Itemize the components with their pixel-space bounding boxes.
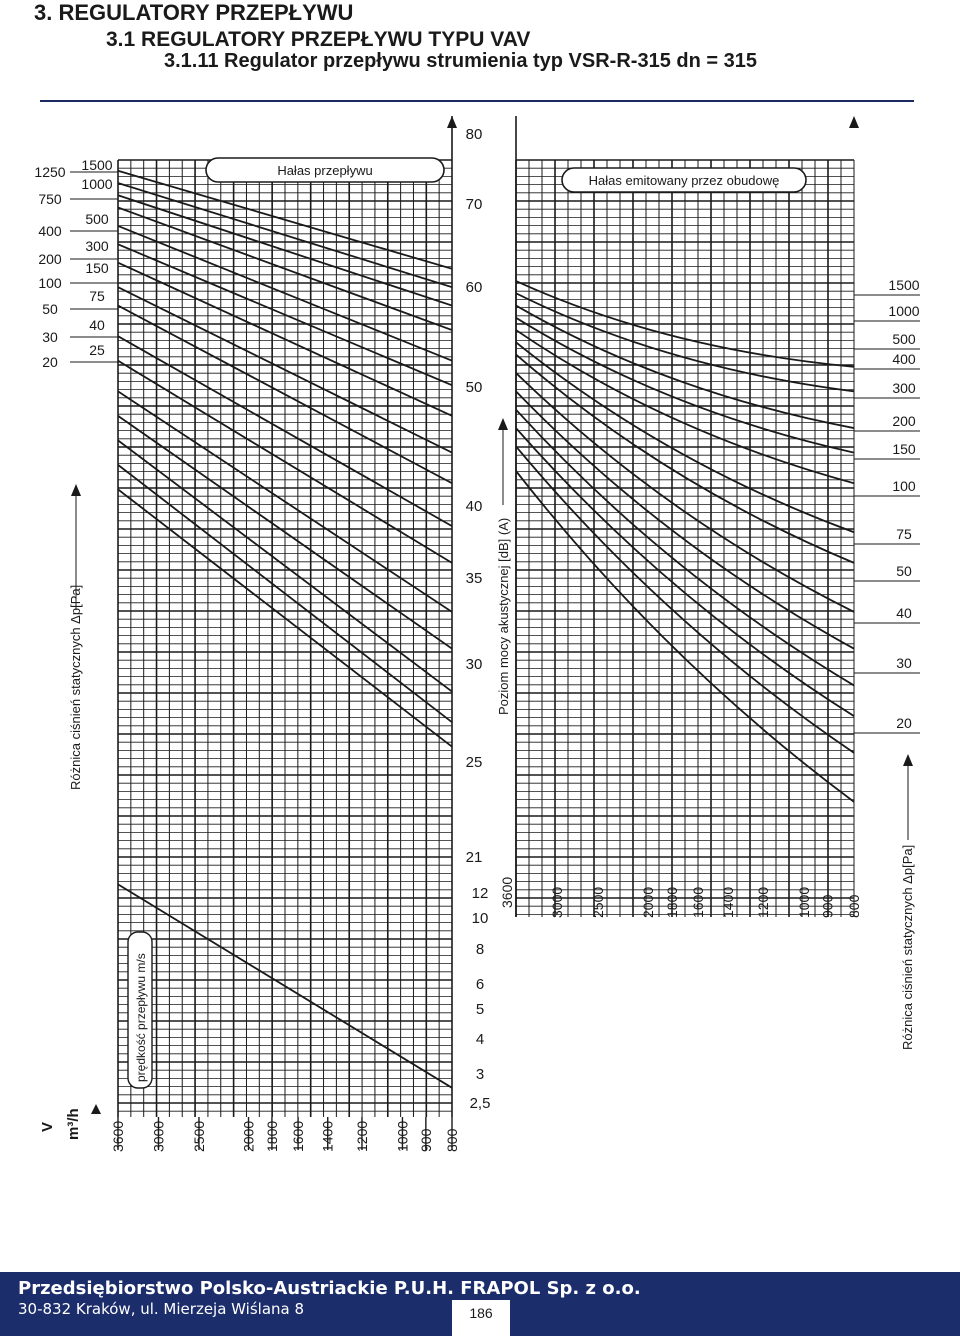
db-axis-arrow — [447, 116, 457, 128]
db-tick-label: 80 — [465, 126, 483, 143]
x-tick-left: 800 — [444, 1128, 460, 1152]
page-title: 3.1.11 Regulator przepływu strumienia typ VSR-R-315 dn = 315 — [164, 50, 757, 72]
x-tick-right: 2000 — [640, 886, 657, 918]
db-axis-label-arrowhead — [498, 418, 508, 430]
pressure-tick-inner: 25 — [89, 342, 105, 358]
casing-noise-box-label: Hałas emitowany przez obudowę — [588, 173, 780, 188]
pressure-tick-inner: 1500 — [81, 157, 113, 173]
right-pressure-tick: 20 — [896, 715, 912, 731]
left-pressure-axis-label: Różnica ciśnień statycznych Δp[Pa] — [68, 584, 83, 790]
right-pressure-tick: 500 — [892, 331, 916, 347]
velocity-tick-label: 8 — [475, 941, 485, 958]
pressure-tick-inner: 75 — [89, 288, 105, 304]
pressure-tick-inner: 300 — [85, 238, 109, 254]
right-pressure-tick: 30 — [896, 655, 912, 671]
right-pressure-tick: 150 — [892, 441, 916, 457]
x-tick-left: 1200 — [353, 1120, 370, 1152]
x-tick-left: 2000 — [240, 1120, 257, 1152]
velocity-tick-label: 4 — [475, 1031, 485, 1048]
right-pressure-tick: 1500 — [888, 277, 920, 293]
series-lines — [118, 171, 854, 1088]
db-tick-label: 40 — [465, 498, 483, 515]
right-pressure-tick: 100 — [892, 478, 916, 494]
x-axis-symbol: V — [39, 1121, 56, 1132]
right-pressure-tick: 300 — [892, 380, 916, 396]
page-number: 186 — [469, 1305, 493, 1321]
pressure-tick-outer: 750 — [38, 191, 62, 207]
velocity-tick-label: 12 — [471, 885, 489, 902]
x-tick-right: 1200 — [754, 886, 771, 918]
x-tick-right: 1800 — [663, 886, 680, 918]
axis-labels — [34, 126, 920, 1152]
right-pressure-tick: 50 — [896, 563, 912, 579]
pressure-tick-inner: 1000 — [81, 176, 113, 192]
pressure-tick-outer: 1250 — [34, 164, 66, 180]
db-tick-label: 35 — [465, 570, 483, 587]
right-pressure-tick: 200 — [892, 413, 916, 429]
x-tick-left: 1000 — [394, 1120, 411, 1152]
pressure-tick-outer: 400 — [38, 223, 62, 239]
db-tick-label: 60 — [465, 279, 483, 296]
x-tick-left: 2500 — [190, 1120, 207, 1152]
pressure-tick-outer: 30 — [42, 329, 58, 345]
right-pressure-axis-label: Różnica ciśnień statycznych Δp[Pa] — [900, 844, 915, 1050]
db-tick-label: 21 — [465, 849, 483, 866]
x-tick-right: 1600 — [690, 886, 707, 918]
velocity-tick-label: 5 — [475, 1001, 485, 1018]
right-pressure-axis-arrowhead — [903, 754, 913, 766]
footer-address: 30-832 Kraków, ul. Mierzeja Wiślana 8 — [18, 1300, 305, 1318]
subsection-title: 3.1 REGULATORY PRZEPŁYWU TYPU VAV — [106, 28, 531, 51]
x-tick-left: 1800 — [263, 1120, 280, 1152]
left-pressure-axis-arrowhead — [71, 484, 81, 496]
right-pressure-tick: 40 — [896, 605, 912, 621]
x-tick-left: 3000 — [150, 1120, 167, 1152]
x-tick-right: 1000 — [795, 886, 812, 918]
x-axis-arrowhead — [91, 1104, 101, 1114]
db-tick-label: 30 — [465, 656, 483, 673]
velocity-tick-label: 10 — [471, 910, 489, 927]
x-axis-unit: m³/h — [65, 1108, 82, 1140]
db-tick-label: 50 — [465, 379, 483, 396]
velocity-tick-label: 6 — [475, 976, 485, 993]
right-pressure-tick: 75 — [896, 526, 912, 542]
right-pressure-tick: 400 — [892, 351, 916, 367]
x-tick-right: 800 — [846, 894, 862, 918]
x-tick-left: 1400 — [319, 1120, 336, 1152]
x-tick-left: 900 — [417, 1128, 434, 1152]
velocity-tick-label: 2,5 — [469, 1095, 491, 1112]
pressure-tick-inner: 500 — [85, 211, 109, 227]
right-axis-arrow — [849, 116, 859, 128]
pressure-tick-inner: 40 — [89, 317, 105, 333]
db-tick-label: 70 — [465, 196, 483, 213]
x-tick-left: 3600 — [110, 1120, 126, 1152]
x-tick-right: 2500 — [589, 886, 606, 918]
pressure-tick-inner: 150 — [85, 260, 109, 276]
pressure-tick-outer: 100 — [38, 275, 62, 291]
db-tick-label: 25 — [465, 754, 483, 771]
x-tick-right: 1400 — [720, 886, 737, 918]
right-pressure-tick: 1000 — [888, 303, 920, 319]
x-tick-left: 1600 — [290, 1120, 307, 1152]
footer-company: Przedsiębiorstwo Polsko-Austriackie P.U.H. FRAPOL Sp. z o.o. — [18, 1278, 641, 1299]
db-axis-label: Poziom mocy akustycznej [dB] (A) — [496, 517, 511, 715]
pressure-tick-outer: 50 — [42, 301, 58, 317]
x-tick-right: 900 — [819, 894, 836, 918]
pressure-tick-outer: 200 — [38, 251, 62, 267]
flow-noise-box-label: Hałas przepływu — [277, 163, 373, 178]
velocity-axis-label: prędkość przepływu m/s — [134, 953, 148, 1082]
pressure-tick-outer: 20 — [42, 354, 58, 370]
x-tick-right: 3000 — [548, 886, 565, 918]
mid-x-tick: 3600 — [499, 876, 515, 908]
velocity-tick-label: 3 — [475, 1066, 485, 1083]
section-title: 3. REGULATORY PRZEPŁYWU — [34, 0, 354, 25]
